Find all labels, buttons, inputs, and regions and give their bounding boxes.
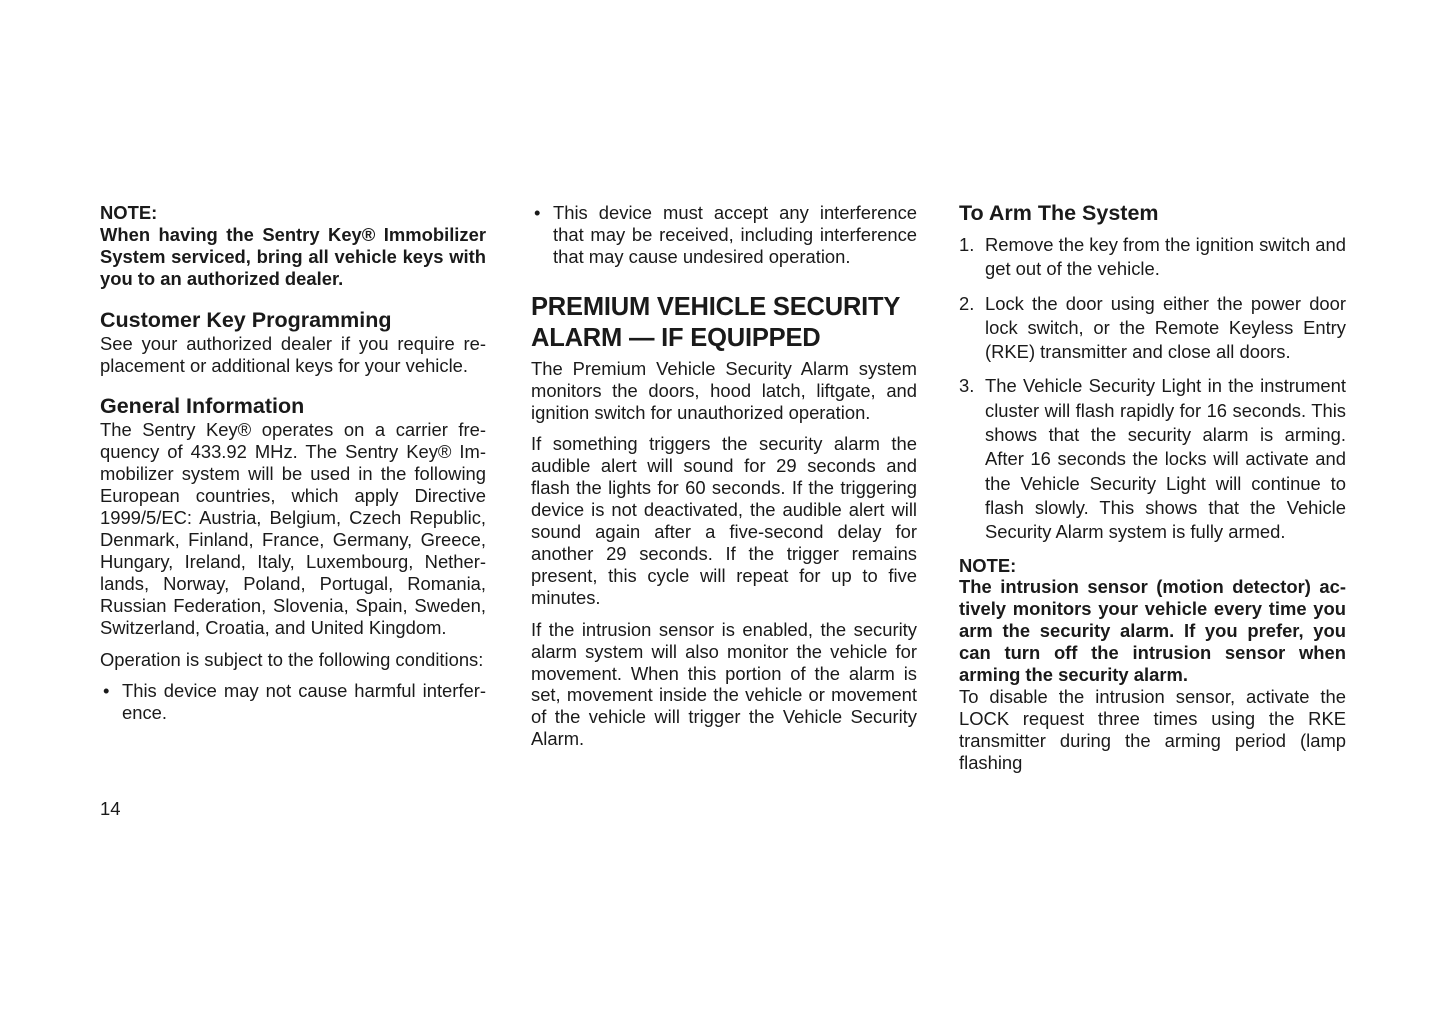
note-label: NOTE: <box>100 202 158 223</box>
list-item <box>959 374 1346 544</box>
step-number: 2. <box>959 292 975 314</box>
customer-key-paragraph: See your authorized dealer if you require replacement or additional keys for your vehicle. <box>100 332 486 376</box>
alarm-paragraph-2: If something triggers the security alarm the audible alert will sound for 29 seconds and flash the lights for 60 seconds. If the triggering device is not deactivated, the audible alert will sound again after a five-second delay for another 29 seconds. If the trigger remains present, this cycle will repeat for up to five minutes. <box>531 433 917 608</box>
list-item <box>531 202 917 268</box>
note-text: The intrusion sensor (motion detector) actively monitors your vehicle every time you arm the security alarm. If you prefer, you can turn off the intrusion sensor when arming the security alarm. <box>959 576 1346 686</box>
conditions-list <box>100 680 486 724</box>
middle-column <box>531 200 917 750</box>
right-column <box>959 200 1346 774</box>
heading-premium-alarm: PREMIUM VEHICLE SECURITY ALARM — IF EQUIPPED <box>531 292 900 352</box>
step-number: 3. <box>959 375 975 397</box>
note-label: NOTE: <box>959 554 1017 576</box>
step-text: Remove the key from the ignition switch and get out of the vehicle. <box>985 234 1346 280</box>
step-text: The Vehicle Security Light in the instrument cluster will flash rapidly for 16 seconds. This shows that the security alarm is arming. After 16 seconds the locks will activate and the Vehicle Security Light will continue to flash slowly. This shows that the Vehicle Security Alarm system is fully armed. <box>985 375 1346 543</box>
bullet-icon: • <box>103 680 110 702</box>
step-number: 1. <box>959 234 975 255</box>
list-item <box>100 680 486 724</box>
conditions-list-continued <box>531 202 917 268</box>
step-text: Lock the door using either the power door lock switch, or the Remote Keyless Entry (RKE) transmitter and close all doors. <box>985 292 1346 363</box>
bullet-text: This device may not cause harmful interference. <box>122 680 486 724</box>
list-item <box>959 292 1346 365</box>
arming-steps-list <box>959 233 1346 545</box>
heading-customer-key-programming: Customer Key Programming <box>100 307 392 332</box>
conditions-paragraph: Operation is subject to the following conditions: <box>100 648 484 670</box>
general-information-paragraph: The Sentry Key® operates on a carrier frequency of 433.92 MHz. The Sentry Key® Immobilizer system will be used in the following European countries, which apply Directive 1999/5/EC: Austria, Belgium, Czech Republic, Denmark, Finland, France, Germany, Greece, Hungary, Ireland, Italy, Luxembourg, Netherlands, Norway, Poland, Portugal, Romania, Russian Federation, Slovenia, Spain, Sweden, Switzerland, Croatia, and United Kingdom. <box>100 419 486 638</box>
alarm-paragraph-3: If the intrusion sensor is enabled, the security alarm system will also monitor the vehicle for movement. When this portion of the alarm is set, movement inside the vehicle or movement of the vehicle will trigger the Vehicle Security Alarm. <box>531 618 917 750</box>
disable-sensor-paragraph: To disable the intrusion sensor, activate the LOCK request three times using the RKE transmitter during the arming period (lamp flashing <box>959 686 1346 773</box>
bullet-text: This device must accept any interference that may be received, including interference that may cause undesired operation. <box>553 202 917 267</box>
page-number: 14 <box>100 798 121 819</box>
alarm-paragraph-1: The Premium Vehicle Security Alarm system monitors the doors, hood latch, liftgate, and ignition switch for unauthorized operation. <box>531 357 917 423</box>
heading-to-arm-the-system: To Arm The System <box>959 201 1159 225</box>
heading-general-information: General Information <box>100 394 305 419</box>
left-column <box>100 200 486 724</box>
list-item <box>959 233 1346 282</box>
bullet-icon: • <box>534 202 541 223</box>
note-text: When having the Sentry Key® Immobilizer System serviced, bring all vehicle keys with you to an authorized dealer. <box>100 223 486 289</box>
